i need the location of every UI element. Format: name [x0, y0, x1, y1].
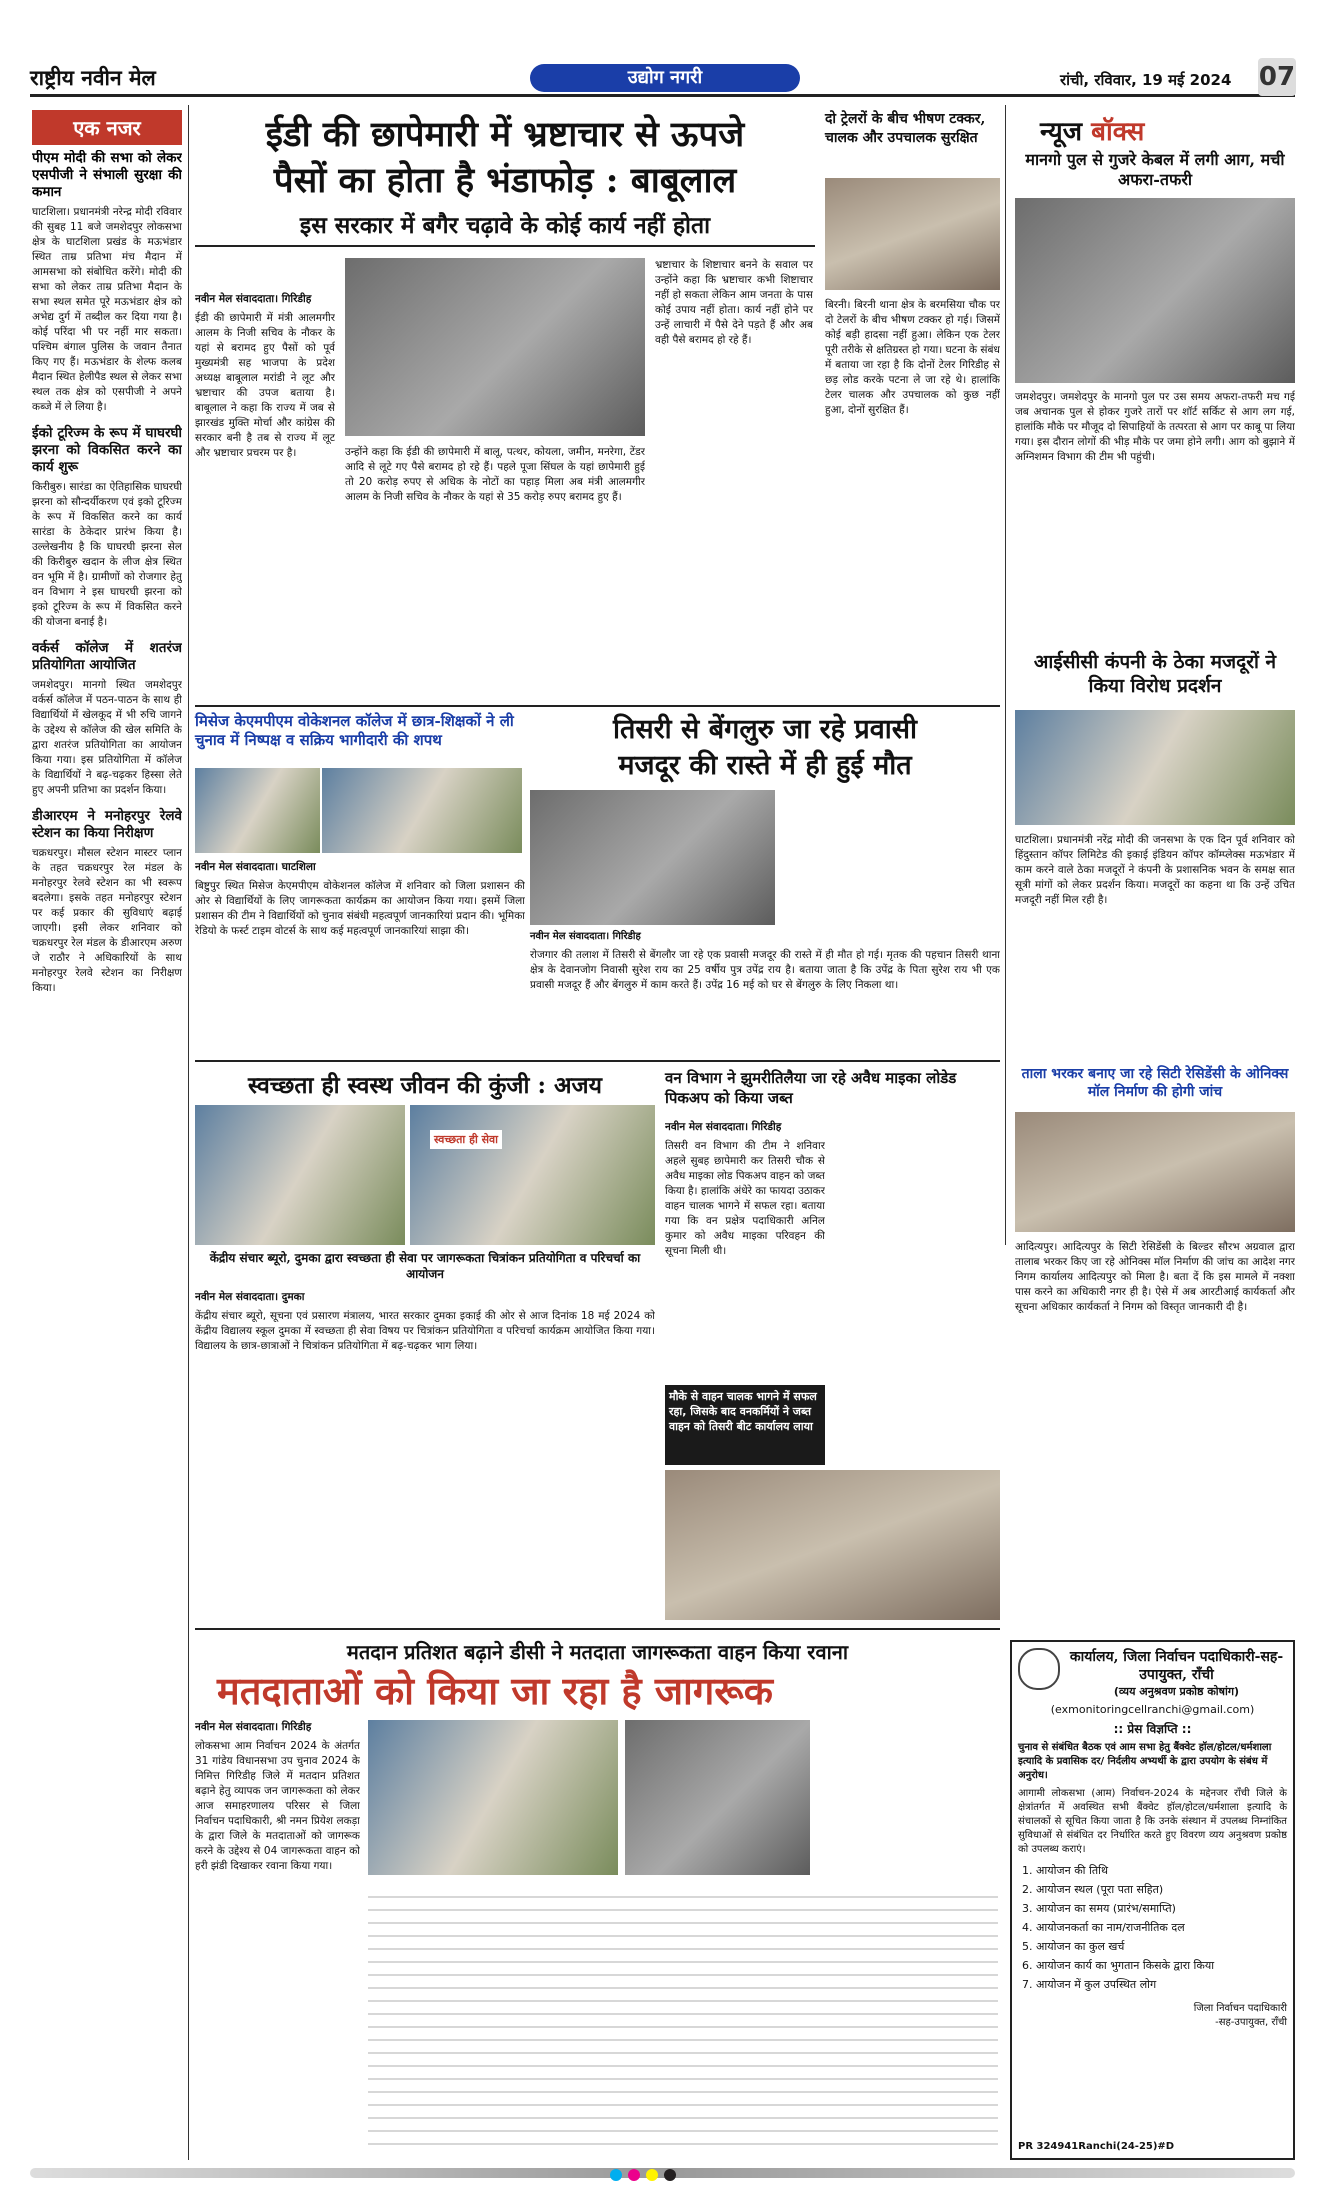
story-head: डीआरएम ने मनोहरपुर रेलवे स्टेशन का किया निरीक्षण: [32, 808, 182, 841]
migrant-headline: [530, 712, 1000, 784]
mica-callout: मौके से वाहन चालक भागने में सफल रहा, जिसके बाद वनकर्मियों ने जब्त वाहन को तिसरी बीट कार्यालय लाया: [665, 1385, 825, 1465]
lead-subhead: इस सरकार में बगैर चढ़ावे के कोई कार्य नहीं होता: [299, 212, 711, 239]
mall-headline: ताला भरकर बनाए जा रहे सिटी रेसिडेंसी के ओनिक्स मॉल निर्माण की होगी जांच: [1021, 1066, 1289, 1100]
mall-body: आदित्यपुर। आदित्यपुर के सिटी रेसिडेंसी के बिल्डर सौरभ अग्रवाल द्वारा तालाब भरकर किए जा रहे ओनिक्स मॉल निर्माण की जांच का आदेश नगर निगम कार्यालय आदित्यपुर को मिला है। बता दें कि इस मामले में नक्शा पास करने का अधिकारी नगर ही है। ऐसे में अब आरटीआई कार्यकर्ता और सूचना अधिकार कार्यकर्ता ने निगम को विस्तृत जानकारी दी है।: [1015, 1241, 1295, 1313]
voting-body: [195, 1720, 360, 2160]
story-head: पीएम मोदी की सभा को लेकर एसपीजी ने संभाली सुरक्षा की कमान: [32, 150, 182, 200]
story-body: बिष्टुपुर स्थित मिसेज केएमपीएम वोकेशनल कॉलेज में शनिवार को जिला प्रशासन की ओर से विद्यार्थियों के लिए जागरूकता कार्यक्रम का आयोजन किया गया। इसमें जिला प्रशासन की टीम ने विद्यार्थियों को चुनाव संबंधी महत्वपूर्ण जानकारियां प्रदान की। भूमिका रेडियो के फर्स्ट टाइम वोटर्स के साथ कई महत्वपूर्ण जानकारियां साझा की।: [195, 880, 525, 937]
clean-subhead: केंद्रीय संचार ब्यूरो, दुमका द्वारा स्वच्छता ही सेवा पर जागरूकता चित्रांकन प्रतियोगिता व परिचर्चा का आयोजन: [209, 1251, 641, 1281]
section-tag: उद्योग नगरी: [530, 64, 800, 92]
ek-nazar-title: एक नजर: [32, 110, 182, 145]
protest-photo: [1015, 710, 1295, 825]
notice-office-sub: (व्यय अनुश्रवण प्रकोष्ठ कोषांग): [1113, 1685, 1240, 1698]
list-item: 2. आयोजन स्थल (पूरा पता सहित): [1036, 1880, 1287, 1899]
press-label: :: प्रेस विज्ञप्ति ::: [1113, 1722, 1192, 1736]
lead-col-1: [195, 292, 335, 697]
story-body: चक्रधरपुर। मौसल स्टेशन मास्टर प्लान के तहत चक्रधरपुर रेल मंडल के मनोहरपुर रेलवे स्टेशन का भी स्वरूप बदलेगा। इसके तहत मनोहरपुर स्टेशन पर कई प्रकार की सुविधाएं बढ़ाई जाएगी। इसी लेकर शनिवार को चक्रधरपुर रेल मंडल के डीआरएम अरुण जे राठौर ने अधिकारियों के साथ मनोहरपुर रेलवे स्टेशन का निरीक्षण किया।: [32, 847, 182, 994]
banner-text: स्वच्छता ही सेवा: [430, 1130, 502, 1149]
story-body: तिसरी वन विभाग की टीम ने शनिवार अहले सुबह छापेमारी कर तिसरी चौक से अवैध माइका लोड पिकअप वाहन को जब्त किया है। हालांकि अंधेरे का फायदा उठाकर वाहन चालक भागने में सफल रहा। बताया गया कि वन प्रक्षेत्र पदाधिकारी अनिल कुमार को अवैध माइका परिवहन की सूचना मिली थी।: [665, 1140, 825, 1257]
truck-headline: दो ट्रेलरों के बीच भीषण टक्कर, चालक और उपचालक सुरक्षित: [825, 111, 986, 146]
registration-dots: [610, 2166, 682, 2185]
newspaper-brand: राष्ट्रीय नवीन मेल: [30, 65, 156, 90]
story-body: केंद्रीय संचार ब्यूरो, सूचना एवं प्रसारण मंत्रालय, भारत सरकार दुमका इकाई की ओर से आज दिनांक 18 मई 2024 को केंद्रीय विद्यालय स्कूल दुमका में स्वच्छता ही सेवा विषय पर चित्रांकन प्रतियोगिता व परिचर्चा कार्यक्रम आयोजित किया गया। विद्यालय के छात्र-छात्राओं ने चित्रांकन प्रतियोगिता में बढ़-चढ़कर भाग लिया।: [195, 1310, 655, 1352]
notice-subject: चुनाव से संबंधित बैठक एवं आम सभा हेतु बैंक्वेट हॉल/होटल/धर्मशाला इत्यादि के प्रवासिक दर/ निर्दलीय अभ्यर्थी के द्वारा उपयोग के संबंध में अनुरोध।: [1018, 1742, 1272, 1781]
ed-raid-photo: [345, 258, 645, 436]
text-block-placeholder: [368, 1885, 998, 2155]
registration-dot: [646, 2169, 658, 2181]
migrant-family-photo: [530, 790, 775, 925]
registration-dot: [664, 2169, 676, 2181]
photo-caption: नवीन मेल संवाददाता। गिरिडीह: [530, 928, 775, 942]
divider: [195, 1060, 1000, 1062]
migrant-body: रोजगार की तलाश में तिसरी से बेंगलौर जा रहे एक प्रवासी मजदूर की रास्ते में ही मौत हो गई। मृतक की पहचान तिसरी थाना क्षेत्र के देवानजोग निवासी सुरेश राय का 25 वर्षीय पुत्र उपेंद्र राय है। बताया जाता है कि उपेंद्र के पिता सुरेश राय भी एक प्रवासी मजदूर हैं और बेंगलुरु में काम करते हैं। उपेंद्र 16 मई को घर से बेंगलुरु के लिए निकला था।: [530, 949, 1000, 991]
migrant-headline-line: मजदूर की रास्ते में ही हुई मौत: [618, 750, 912, 781]
divider: [195, 1628, 1000, 1630]
story-body: घाटशिला। प्रधानमंत्री नरेन्द्र मोदी रविवार की सुबह 11 बजे जमशेदपुर लोकसभा क्षेत्र के घाटशिला प्रखंड के मऊभंडार स्थित ताम्र प्रतिभा मंच मैदान में आमसभा को संबोधित करेंगे। मोदी की सभा को लेकर ताम्र प्रतिभा मैदान के सभा स्थल समेत पूरे मऊभंडार क्षेत्र को अभेद्य दुर्ग में तब्दील कर दिया गया है। कोई परिंदा भी पर नहीं मार सकता। पश्चिम बंगाल पुलिस के जवान तैनात किए गए हैं। मऊभंडार के शेल्फ कलब मैदान स्थित हेलीपैड स्थल से लेकर सभा स्थल तक क्षेत्र को एसपीजी ने अपने कब्जे में ले लिया है।: [32, 206, 182, 413]
news-box-body: जमशेदपुर। जमशेदपुर के मानगो पुल पर उस समय अफरा-तफरी मच गई जब अचानक पुल से होकर गुजरे तारों पर शॉर्ट सर्किट से आग लग गई, हालांकि मौके पर मौजूद दो सिपाहियों के तत्परता से आग पर काबू पा लिया गया। इस दौरान लोगों की भीड़ मौके पर जमा होने लगी। आग को बुझाने में अग्निशमन विभाग की टीम भी पहुंची।: [1015, 391, 1295, 463]
ek-nazar-box: [32, 110, 182, 145]
voting-kicker: मतदान प्रतिशत बढ़ाने डीसी ने मतदाता जागरूकता वाहन किया रवाना: [346, 1640, 849, 1664]
migrant-headline-line: तिसरी से बेंगलुरु जा रहे प्रवासी: [612, 714, 917, 745]
pr-number: PR 324941Ranchi(24-25)#D: [1018, 2141, 1175, 2152]
mica-headline: वन विभाग ने झुमरीतिलैया जा रहे अवैध माइका लोडेड पिकअप को किया जब्त: [665, 1069, 957, 1107]
story-body: लोकसभा आम निर्वाचन 2024 के अंतर्गत 31 गांडेय विधानसभा उप चुनाव 2024 के निमित्त गिरिडीह जिले में मतदान प्रतिशत बढ़ाने हेतु व्यापक जन जागरूकता को लेकर आज समाहरणालय परिसर से जिला निर्वाचन पदाधिकारी, श्री नमन प्रियेश लकड़ा के द्वारा जिले के मतदाताओं को जागरूक करने के उद्देश्य से 04 जागरूकता वाहन को हरी झंडी दिखाकर रवाना किया गया।: [195, 1740, 360, 1872]
byline: नवीन मेल संवाददाता। घाटशिला: [195, 861, 316, 873]
clean-headline: स्वच्छता ही स्वस्थ जीवन की कुंजी : अजय: [248, 1072, 602, 1099]
list-item: 1. आयोजन की तिथि: [1036, 1861, 1287, 1880]
list-item: 5. आयोजन का कुल खर्च: [1036, 1937, 1287, 1956]
notice-header: [1018, 1648, 1287, 1699]
college-photo-2: [322, 768, 522, 853]
notice-email: (exmonitoringcellranchi@gmail.com): [1050, 1703, 1255, 1716]
icc-headline: आईसीसी कंपनी के ठेका मजदूरों ने किया विरोध प्रदर्शन: [1033, 651, 1277, 697]
lead-col-3: [655, 258, 813, 698]
column-rule: [188, 105, 189, 2160]
notice-list: [1036, 1861, 1287, 1994]
registration-dot: [628, 2169, 640, 2181]
lead-headline-line: ईडी की छापेमारी में भ्रष्टाचार से ऊपजे: [265, 114, 745, 155]
signature-line: -सह-उपायुक्त, राँची: [1215, 2017, 1287, 2028]
lead-headline: [195, 112, 815, 204]
notice-office: कार्यालय, जिला निर्वाचन पदाधिकारी-सह-उपायुक्त, राँची: [1069, 1649, 1284, 1683]
notice-signature: [1018, 2002, 1287, 2030]
divider: [195, 705, 1000, 707]
dateline: रांची, रविवार, 19 मई 2024: [1060, 71, 1232, 89]
college-headline: मिसेज केएमपीएम वोकेशनल कॉलेज में छात्र-शिक्षकों ने ली चुनाव में निष्पक्ष व सक्रिय भागीदारी की शपथ: [195, 712, 514, 749]
list-item: 4. आयोजनकर्ता का नाम/राजनीतिक दल: [1036, 1918, 1287, 1937]
election-notice: [1010, 1640, 1295, 2160]
truck-body: बिरनी। बिरनी थाना क्षेत्र के बरमसिया चौक पर दो टेलरों के बीच भीषण टक्कर हो गई। जिसमें कोई बड़ी हादसा नहीं हुआ। लेकिन एक टेलर पूरी तरीके से क्षतिग्रस्त हो गया। घटना के संबंध में बताया जा रहा है कि दोनों टेलर गिरिडीह से छड़ लोड करके पटना ले जा रहे थे। हालांकि टेलर चालक और उपचालक को कुछ नहीं हुआ, दोनों सुरक्षित हैं।: [825, 299, 1000, 416]
story-head: ईको टूरिज्म के रूप में घाघरघी झरना को विकसित करने का कार्य शुरू: [32, 425, 182, 475]
list-item: 7. आयोजन में कुल उपस्थित लोग: [1036, 1975, 1287, 1994]
pickup-photo: [665, 1470, 1000, 1620]
news-box-title: [1040, 112, 1144, 148]
page-number: 07: [1258, 58, 1296, 96]
left-column: [32, 150, 182, 2150]
fire-photo: [1015, 198, 1295, 383]
signature-line: जिला निर्वाचन पदाधिकारी: [1193, 2003, 1287, 2014]
drawing-contest-photo-2: [410, 1105, 655, 1245]
story-body: भ्रष्टाचार के शिष्टाचार बनने के सवाल पर उन्होंने कहा कि भ्रष्टाचार कभी शिष्टाचार नहीं हो सकता लेकिन आम जनता के पास कोई उपाय नहीं होता। कार्य नहीं होने पर उन्हें लाचारी में पैसे देने पड़ते हैं और अब वही पैसे बरामद हो रहे हैं।: [655, 259, 813, 346]
byline: नवीन मेल संवाददाता। गिरिडीह: [195, 1721, 312, 1733]
byline: नवीन मेल संवाददाता। गिरिडीह: [195, 293, 312, 305]
awareness-van-photo-1: [368, 1720, 618, 1875]
news-box-title-word: बॉक्स: [1091, 117, 1145, 147]
news-box-title-word: न्यूज: [1040, 117, 1083, 147]
list-item: 3. आयोजन का समय (प्रारंभ/समाप्ति): [1036, 1899, 1287, 1918]
list-item: 6. आयोजन कार्य का भुगतान किसके द्वारा किया: [1036, 1956, 1287, 1975]
drawing-contest-photo-1: [195, 1105, 405, 1245]
voting-continued: [368, 1885, 998, 2155]
divider: [195, 245, 815, 247]
lead-headline-line: पैसों का होता है भंडाफोड़ : बाबूलाल: [273, 160, 737, 201]
column-rule: [1005, 105, 1006, 1245]
icc-body: घाटशिला। प्रधानमंत्री नरेंद्र मोदी की जनसभा के एक दिन पूर्व शनिवार को हिंदुस्तान कॉपर लिमिटेड की इकाई इंडियन कॉपर कॉम्प्लेक्स मऊभंडार में काम करने वाले ठेका मजदूरों ने कंपनी के प्रशासनिक भवन के समक्ष सात सूत्री मांगों को लेकर प्रदर्शन किया। मजदूरों का कहना था कि उन्हें उचित मजदूरी नहीं मिल रही है।: [1015, 834, 1295, 906]
clean-body: [195, 1290, 655, 1620]
byline: नवीन मेल संवाददाता। गिरिडीह: [665, 1121, 782, 1133]
story-body: जमशेदपुर। मानगो स्थित जमशेदपुर वर्कर्स कॉलेज में पठन-पाठन के साथ ही विद्यार्थियों में खेलकूद में भी रुचि जागने के उद्देश्य से कॉलेज की खेल समिति के द्वारा शतरंज प्रतियोगिता का आयोजन किया गया। इस प्रतियोगिता में कॉलेज के विद्यार्थियों ने बढ़-चढ़कर हिस्सा लेते हुए अपनी प्रतिभा का प्रदर्शन किया।: [32, 679, 182, 796]
college-body: [195, 860, 525, 1055]
byline: नवीन मेल संवाददाता। दुमका: [195, 1291, 305, 1303]
registration-dot: [610, 2169, 622, 2181]
college-photo-1: [195, 768, 320, 853]
story-head: वर्कर्स कॉलेज में शतरंज प्रतियोगिता आयोजित: [32, 640, 182, 673]
awareness-van-photo-2: [625, 1720, 810, 1875]
lead-col-2: [345, 445, 645, 700]
story-body: किरीबुरु। सारंडा का ऐतिहासिक घाघरघी झरना को सौन्दर्यीकरण एवं इको टूरिज्म के रूप में विकसित करने का कार्य सारंडा के ठेकेदार प्रारंभ किया है। उल्लेखनीय है कि घाघरघी झरना सेल की किरीबुरु खदान के लीज क्षेत्र स्थित वन भूमि में है। ग्रामीणों को रोजगार हेतु वन विभाग ने इस घाघरघी झरना को इको टूरिज्म के रूप में विकसित करने की योजना बनाई है।: [32, 481, 182, 628]
voting-headline: मतदाताओं को किया जा रहा है जागरूक: [217, 1668, 773, 1713]
story-body: ईडी की छापेमारी में मंत्री आलमगीर आलम के निजी सचिव के नौकर के यहां से बरामद हुए पैसों को पूर्व मुख्यमंत्री सह भाजपा के प्रदेश अध्यक्ष बाबूलाल मरांडी ने लूट और भ्रष्टाचार की उपज बताया है। बाबूलाल ने कहा कि राज्य में जब से झारखंड मुक्ति मोर्चा और कांग्रेस की सरकार बनी है तब से राज्य में लूट और भ्रष्टाचार प्रचरम पर है।: [195, 312, 335, 459]
story-body: उन्होंने कहा कि ईडी की छापेमारी में बालू, पत्थर, कोयला, जमीन, मनरेगा, टेंडर आदि से लूटे गए पैसे बरामद हो रहे हैं। पहले पूजा सिंघल के यहां छापेमारी हुई तो 20 करोड़ रुपए से अधिक के नोटों का पहाड़ मिला अब मंत्री आलमगीर आलम के निजी सचिव के नौकर के यहां से 35 करोड़ रुपए बरामद हुए हैं।: [345, 446, 645, 503]
truck-photo: [825, 178, 1000, 290]
notice-body: आगामी लोकसभा (आम) निर्वाचन-2024 के मद्देनजर राँची जिले के क्षेत्रांतर्गत में अवस्थित सभी बैंक्वेट हॉल/होटल/धर्मशाला इत्यादि के संचालकों से सूचित किया जाता है कि उनके संस्थान में उपलब्ध निम्नांकित सुविधाओं से संबंधित दर निर्धारित करते हुए विवरण व्यय अनुश्रवण प्रकोष्ठ को उपलब्ध कराएं।: [1018, 1788, 1287, 1855]
emblem-icon: [1018, 1648, 1060, 1690]
mica-body: [665, 1120, 825, 1380]
mall-site-photo: [1015, 1112, 1295, 1232]
news-box-headline: मानगो पुल से गुजरे केबल में लगी आग, मची अफरा-तफरी: [1025, 150, 1285, 189]
